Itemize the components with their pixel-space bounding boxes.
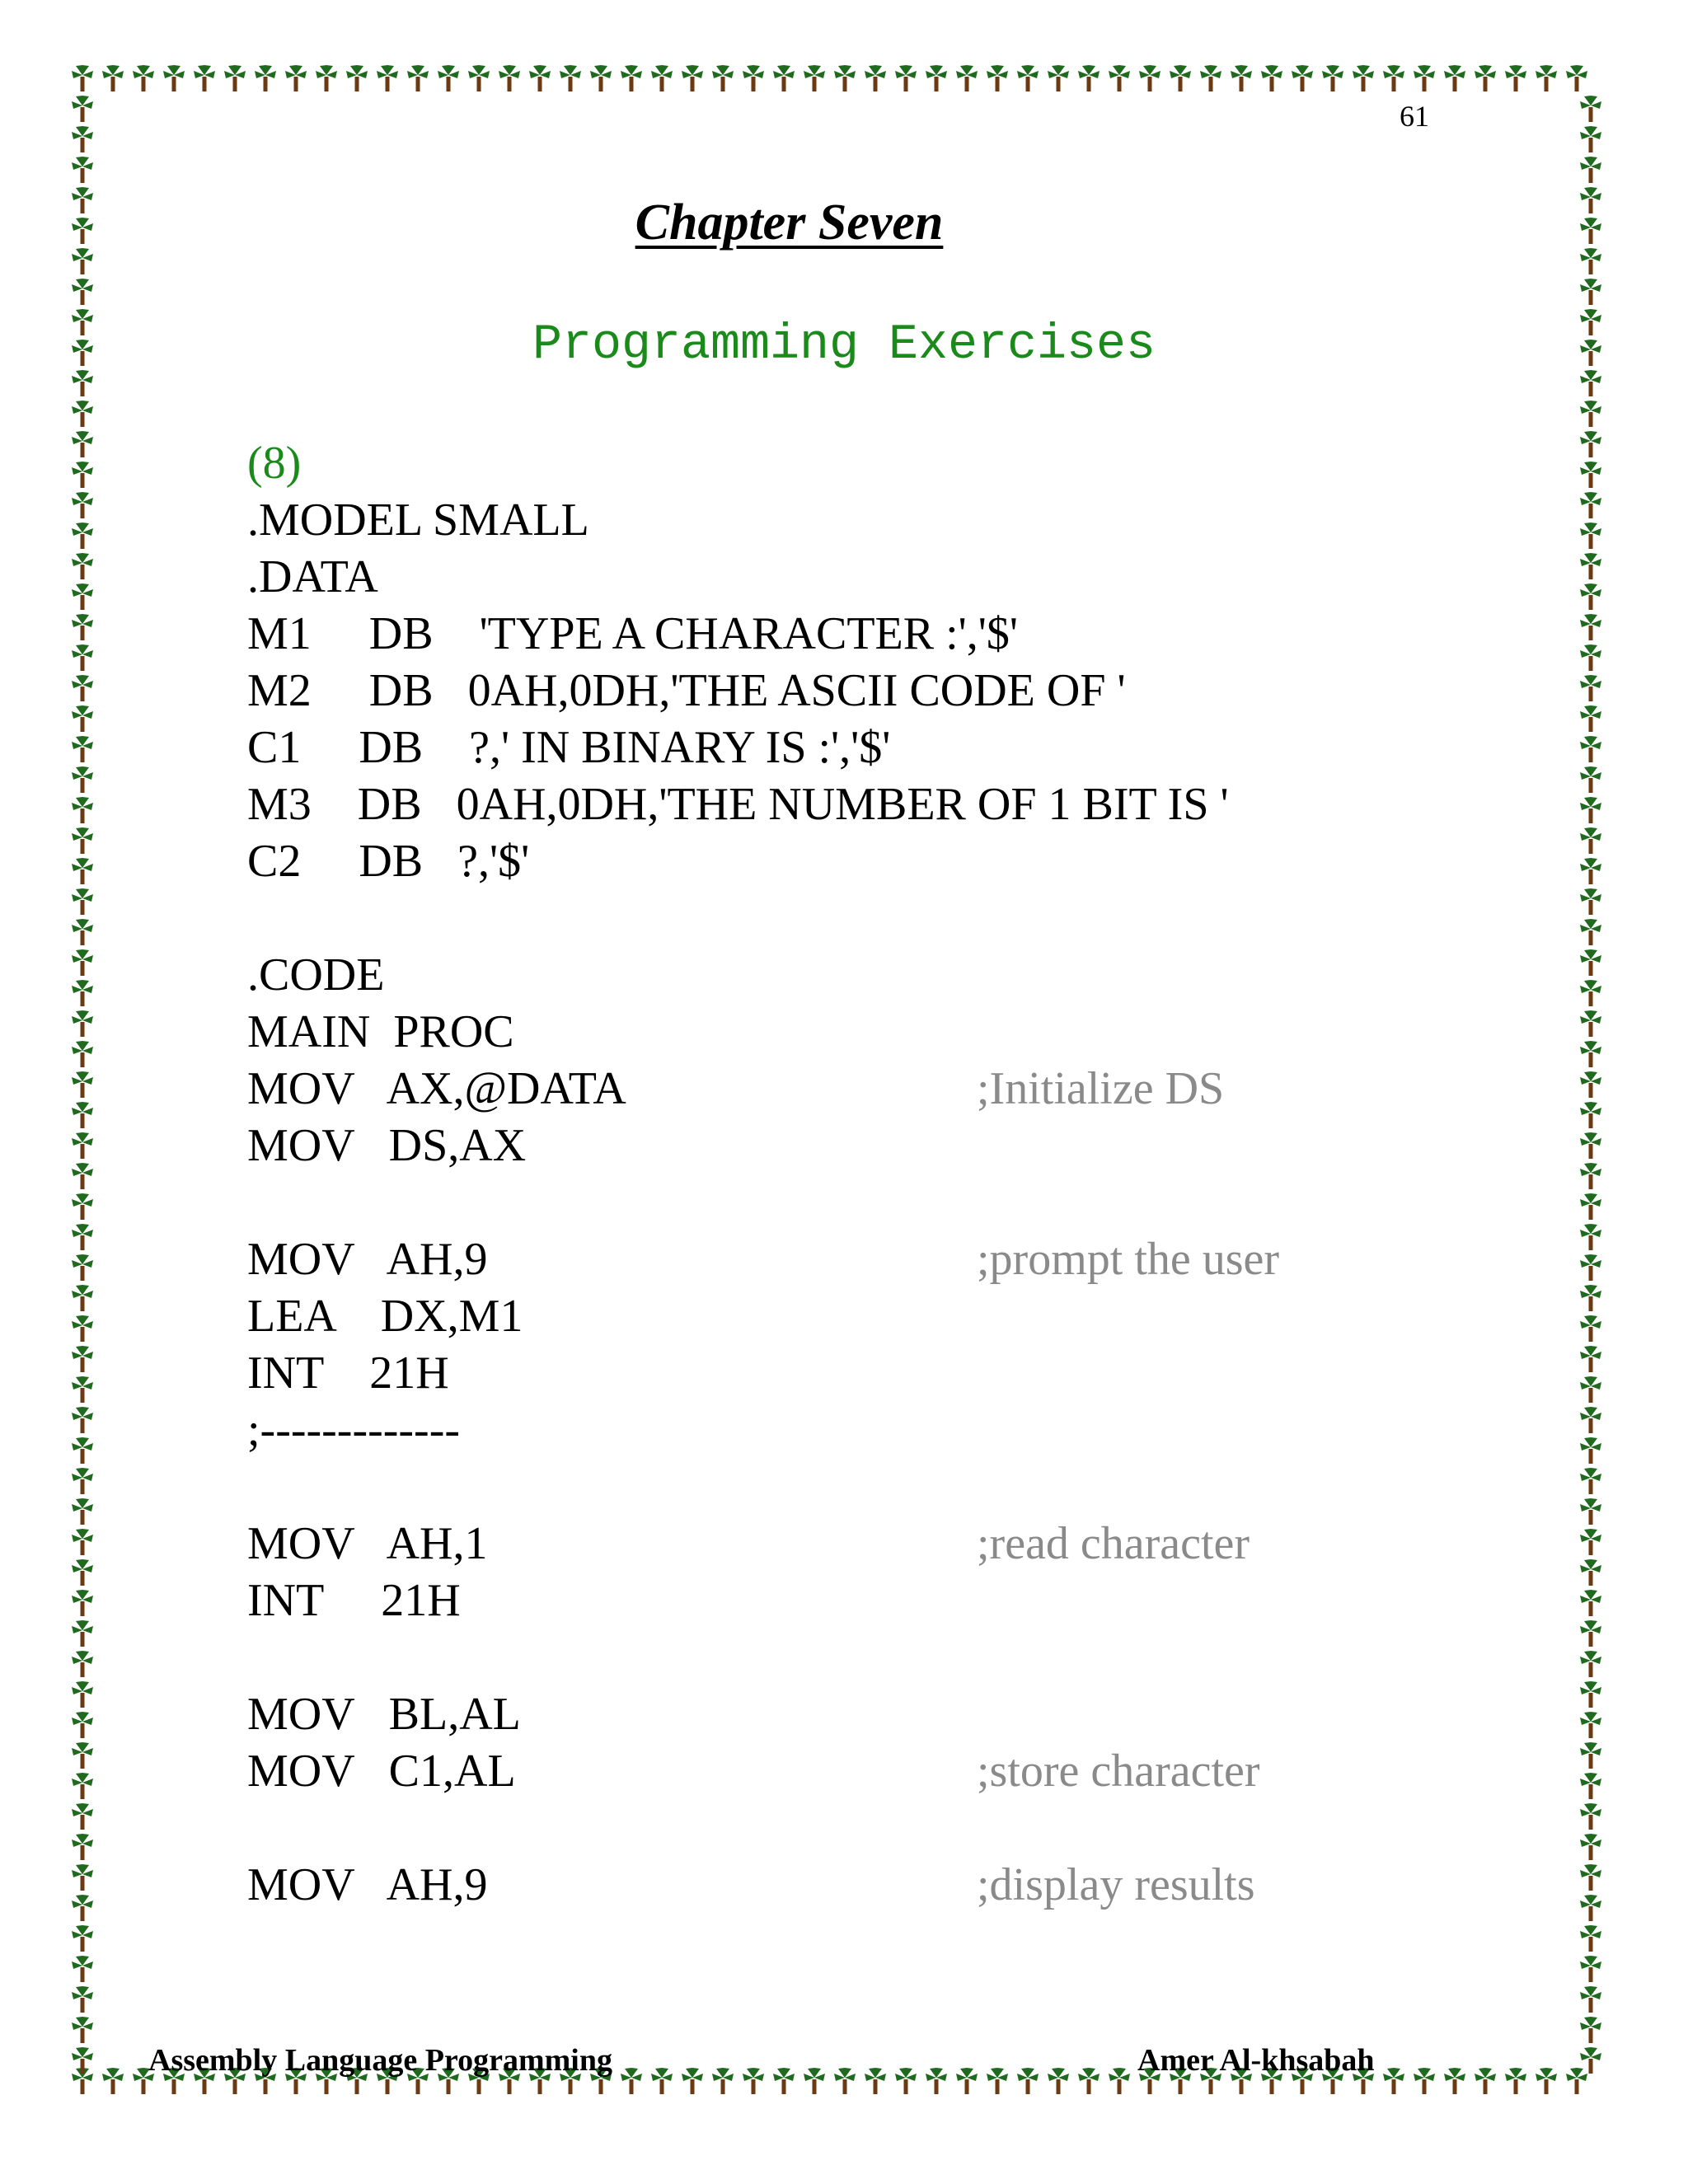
palm-tree-icon (499, 65, 520, 91)
palm-tree-icon (1580, 1956, 1601, 1982)
palm-tree-icon (590, 65, 612, 91)
palm-tree-icon (1580, 1773, 1601, 1799)
palm-tree-icon (1580, 614, 1601, 640)
palm-tree-icon (1078, 65, 1100, 91)
palm-tree-icon (72, 1437, 93, 1464)
palm-tree-icon (72, 1376, 93, 1403)
palm-tree-icon (956, 2068, 978, 2094)
palm-tree-icon (72, 583, 93, 610)
palm-tree-icon (72, 1773, 93, 1799)
code-line: MOV C1,AL (247, 1746, 516, 1797)
page-number: 61 (1400, 100, 1429, 133)
palm-tree-icon (1580, 218, 1601, 244)
palm-tree-icon (72, 431, 93, 457)
palm-tree-icon (804, 65, 825, 91)
palm-tree-icon (529, 65, 551, 91)
palm-tree-icon (1017, 65, 1039, 91)
code-comment: ;Initialize DS (977, 1063, 1225, 1114)
palm-tree-icon (72, 858, 93, 884)
palm-tree-icon (285, 65, 307, 91)
palm-tree-icon (1580, 858, 1601, 884)
palm-tree-icon (72, 1285, 93, 1311)
palm-tree-icon (72, 1071, 93, 1098)
palm-tree-icon (1580, 2047, 1601, 2074)
palm-tree-icon (72, 157, 93, 183)
chapter-title: Chapter Seven (635, 194, 944, 251)
palm-tree-icon (1580, 96, 1601, 122)
palm-tree-icon (72, 401, 93, 427)
palm-tree-icon (1580, 1559, 1601, 1586)
code-comment: ;prompt the user (977, 1234, 1280, 1285)
palm-tree-icon (1580, 1041, 1601, 1067)
palm-tree-icon (72, 96, 93, 122)
palm-tree-icon (1505, 65, 1526, 91)
palm-tree-icon (1292, 65, 1313, 91)
palm-tree-icon (72, 1193, 93, 1220)
palm-tree-icon (1170, 65, 1191, 91)
palm-tree-icon (468, 65, 490, 91)
palm-tree-icon (72, 1712, 93, 1738)
palm-tree-icon (651, 2068, 673, 2094)
palm-tree-icon (1017, 2068, 1039, 2094)
palm-tree-icon (1580, 126, 1601, 152)
palm-tree-icon (1580, 1254, 1601, 1281)
palm-tree-icon (1475, 65, 1496, 91)
palm-tree-icon (1580, 1681, 1601, 1708)
palm-tree-icon (1580, 888, 1601, 915)
palm-tree-icon (72, 1132, 93, 1159)
palm-tree-icon (72, 1956, 93, 1982)
palm-tree-icon (72, 1803, 93, 1830)
palm-tree-icon (1580, 1437, 1601, 1464)
palm-tree-icon (1580, 1986, 1601, 2013)
palm-tree-icon (1353, 65, 1374, 91)
palm-tree-icon (1580, 2017, 1601, 2043)
palm-tree-icon (1580, 248, 1601, 274)
footer-book-title: Assembly Language Programming (148, 2043, 612, 2078)
code-line: MOV AH,1 (247, 1518, 488, 1569)
palm-tree-icon (1566, 2068, 1587, 2094)
palm-tree-icon (163, 65, 185, 91)
palm-tree-icon (72, 1681, 93, 1708)
palm-tree-icon (72, 1742, 93, 1769)
palm-tree-icon (1580, 1132, 1601, 1159)
palm-tree-icon (1580, 279, 1601, 305)
palm-tree-icon (1580, 1895, 1601, 1921)
palm-tree-icon (72, 523, 93, 549)
palm-tree-icon (72, 1163, 93, 1189)
palm-tree-icon (72, 949, 93, 976)
code-comment: ;display results (977, 1859, 1255, 1910)
palm-tree-icon (865, 2068, 886, 2094)
palm-tree-icon (1580, 919, 1601, 945)
palm-tree-icon (1580, 1834, 1601, 1860)
code-line: LEA DX,M1 (247, 1291, 523, 1342)
palm-tree-icon (1580, 1376, 1601, 1403)
palm-tree-icon (1580, 157, 1601, 183)
palm-tree-icon (1580, 1620, 1601, 1647)
palm-tree-icon (1536, 65, 1557, 91)
palm-tree-icon (834, 2068, 856, 2094)
palm-tree-icon (72, 1986, 93, 2013)
palm-tree-icon (773, 2068, 795, 2094)
palm-tree-icon (72, 1346, 93, 1372)
palm-tree-icon (1580, 1925, 1601, 1952)
palm-tree-icon (72, 980, 93, 1006)
palm-tree-icon (1580, 1529, 1601, 1555)
palm-tree-icon (1261, 65, 1282, 91)
palm-tree-icon (560, 65, 581, 91)
palm-tree-icon (316, 65, 337, 91)
palm-tree-icon (1580, 187, 1601, 213)
palm-tree-icon (1580, 1163, 1601, 1189)
palm-tree-icon (1580, 1285, 1601, 1311)
palm-tree-icon (102, 65, 124, 91)
palm-tree-icon (926, 2068, 947, 2094)
palm-tree-icon (1580, 431, 1601, 457)
palm-tree-icon (1580, 1010, 1601, 1037)
palm-tree-icon (72, 1254, 93, 1281)
palm-tree-icon (1580, 766, 1601, 793)
palm-tree-icon (72, 553, 93, 579)
palm-tree-icon (1580, 1193, 1601, 1220)
code-comment: ;read character (977, 1518, 1250, 1569)
palm-tree-icon (72, 675, 93, 701)
palm-tree-icon (1580, 523, 1601, 549)
palm-tree-icon (72, 1407, 93, 1433)
palm-tree-icon (1580, 705, 1601, 732)
palm-tree-icon (72, 1559, 93, 1586)
palm-tree-icon (194, 65, 215, 91)
palm-tree-icon (1580, 1742, 1601, 1769)
palm-tree-icon (72, 126, 93, 152)
palm-tree-icon (72, 644, 93, 671)
palm-tree-icon (1200, 65, 1221, 91)
code-line: C1 DB ?,' IN BINARY IS :','$' (247, 722, 891, 773)
palm-tree-icon (1580, 675, 1601, 701)
palm-tree-icon (72, 766, 93, 793)
code-line: MOV AX,@DATA (247, 1063, 626, 1114)
palm-tree-icon (1580, 583, 1601, 610)
palm-tree-icon (72, 736, 93, 762)
palm-tree-icon (651, 65, 673, 91)
code-line: MOV AH,9 (247, 1234, 488, 1285)
palm-tree-icon (72, 65, 93, 91)
palm-tree-icon (895, 2068, 917, 2094)
palm-tree-icon (1109, 2068, 1130, 2094)
palm-tree-icon (1580, 797, 1601, 823)
palm-tree-icon (438, 65, 459, 91)
palm-tree-icon (1048, 2068, 1069, 2094)
code-line: ;------------- (247, 1404, 460, 1455)
palm-tree-icon (72, 797, 93, 823)
footer-author: Amer Al-khsabah (1137, 2043, 1375, 2078)
palm-tree-icon (72, 705, 93, 732)
code-line: INT 21H (247, 1575, 461, 1626)
palm-tree-icon (1580, 1498, 1601, 1525)
palm-tree-icon (712, 65, 734, 91)
palm-tree-icon (72, 1925, 93, 1952)
palm-tree-icon (1414, 65, 1435, 91)
code-line: MOV DS,AX (247, 1120, 527, 1171)
palm-tree-icon (1580, 1864, 1601, 1891)
palm-tree-icon (1580, 1346, 1601, 1372)
palm-tree-icon (255, 65, 276, 91)
palm-tree-icon (346, 65, 368, 91)
palm-tree-icon (895, 65, 917, 91)
palm-tree-icon (743, 65, 764, 91)
code-line: M2 DB 0AH,0DH,'THE ASCII CODE OF ' (247, 665, 1126, 716)
palm-tree-icon (407, 65, 429, 91)
palm-tree-icon (621, 2068, 642, 2094)
palm-tree-icon (72, 1498, 93, 1525)
palm-tree-icon (72, 888, 93, 915)
palm-tree-icon (72, 614, 93, 640)
palm-tree-icon (72, 1315, 93, 1342)
palm-tree-icon (1536, 2068, 1557, 2094)
palm-tree-icon (1580, 492, 1601, 518)
palm-tree-icon (1580, 1315, 1601, 1342)
palm-tree-icon (804, 2068, 825, 2094)
palm-tree-icon (72, 1651, 93, 1677)
palm-tree-icon (1505, 2068, 1526, 2094)
palm-tree-icon (1383, 2068, 1404, 2094)
palm-tree-icon (712, 2068, 734, 2094)
code-line: .CODE (247, 949, 385, 1001)
code-line: MOV AH,9 (247, 1859, 488, 1910)
palm-tree-icon (987, 65, 1008, 91)
palm-tree-icon (834, 65, 856, 91)
palm-tree-icon (1580, 949, 1601, 976)
exercise-number: (8) (247, 438, 302, 489)
palm-tree-icon (1078, 2068, 1100, 2094)
palm-tree-icon (72, 1529, 93, 1555)
palm-tree-icon (72, 370, 93, 396)
code-line: .DATA (247, 551, 378, 602)
palm-tree-icon (773, 65, 795, 91)
palm-tree-icon (1580, 1712, 1601, 1738)
palm-tree-icon (72, 1895, 93, 1921)
palm-tree-icon (1580, 1468, 1601, 1494)
code-line: M1 DB 'TYPE A CHARACTER :','$' (247, 608, 1018, 659)
palm-tree-icon (1444, 65, 1465, 91)
palm-tree-icon (72, 1041, 93, 1067)
palm-tree-icon (377, 65, 398, 91)
palm-tree-icon (72, 919, 93, 945)
palm-tree-icon (1475, 2068, 1496, 2094)
palm-tree-icon (72, 1590, 93, 1616)
palm-tree-icon (72, 1834, 93, 1860)
palm-tree-icon (72, 1224, 93, 1250)
palm-tree-icon (956, 65, 978, 91)
palm-tree-icon (1580, 462, 1601, 488)
palm-tree-icon (72, 827, 93, 854)
palm-tree-icon (1580, 644, 1601, 671)
palm-tree-icon (926, 65, 947, 91)
palm-tree-icon (72, 2047, 93, 2074)
palm-tree-icon (72, 1102, 93, 1128)
palm-tree-icon (682, 2068, 703, 2094)
code-line: C2 DB ?,'$' (247, 836, 530, 887)
code-line: MOV BL,AL (247, 1689, 521, 1740)
palm-tree-icon (72, 1468, 93, 1494)
palm-tree-icon (1580, 1590, 1601, 1616)
code-line: M3 DB 0AH,0DH,'THE NUMBER OF 1 BIT IS ' (247, 779, 1229, 830)
palm-tree-icon (1444, 2068, 1465, 2094)
palm-tree-icon (1580, 736, 1601, 762)
palm-tree-icon (1580, 980, 1601, 1006)
palm-tree-icon (1383, 65, 1404, 91)
palm-tree-icon (72, 462, 93, 488)
palm-tree-icon (224, 65, 246, 91)
palm-tree-icon (987, 2068, 1008, 2094)
code-line: MAIN PROC (247, 1006, 514, 1057)
palm-tree-icon (1566, 65, 1587, 91)
palm-tree-icon (1580, 1224, 1601, 1250)
palm-tree-icon (72, 1864, 93, 1891)
palm-tree-icon (72, 279, 93, 305)
code-line: .MODEL SMALL (247, 494, 589, 546)
palm-tree-icon (1109, 65, 1130, 91)
code-comment: ;store character (977, 1746, 1260, 1797)
palm-tree-icon (1048, 65, 1069, 91)
palm-tree-icon (865, 65, 886, 91)
palm-tree-icon (72, 492, 93, 518)
palm-tree-icon (1580, 1407, 1601, 1433)
palm-tree-icon (1414, 2068, 1435, 2094)
palm-tree-icon (72, 1620, 93, 1647)
palm-tree-icon (1580, 827, 1601, 854)
palm-tree-icon (1322, 65, 1343, 91)
palm-tree-icon (72, 2017, 93, 2043)
palm-tree-icon (1580, 1651, 1601, 1677)
palm-tree-icon (1580, 370, 1601, 396)
code-line: INT 21H (247, 1347, 449, 1399)
palm-tree-icon (1580, 401, 1601, 427)
palm-tree-icon (1580, 553, 1601, 579)
palm-tree-icon (743, 2068, 764, 2094)
palm-tree-icon (682, 65, 703, 91)
section-title: Programming Exercises (532, 317, 1156, 373)
palm-tree-icon (1139, 65, 1160, 91)
palm-tree-icon (1580, 1102, 1601, 1128)
palm-tree-icon (1231, 65, 1252, 91)
palm-tree-icon (621, 65, 642, 91)
palm-tree-icon (72, 1010, 93, 1037)
palm-tree-icon (133, 65, 154, 91)
palm-tree-icon (1580, 1803, 1601, 1830)
palm-tree-icon (102, 2068, 124, 2094)
palm-tree-icon (1580, 1071, 1601, 1098)
